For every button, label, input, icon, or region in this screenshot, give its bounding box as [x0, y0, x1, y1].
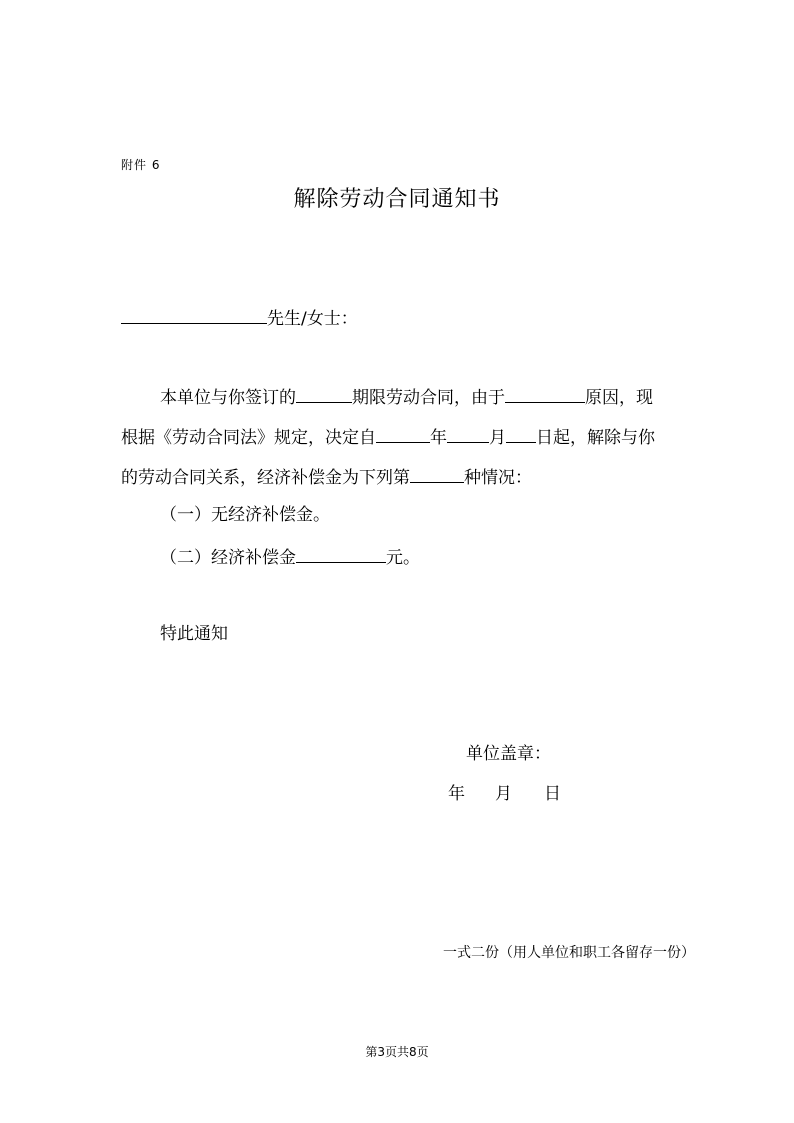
option-one: （一）无经济补偿金。 [160, 505, 330, 525]
option2-text-a: （二）经济补偿金 [160, 548, 296, 568]
company-seal-label: 单位盖章： [466, 744, 551, 764]
reason-blank [505, 385, 585, 403]
option-two [160, 545, 420, 568]
para1-text-a: 本单位与你签订的 [160, 388, 296, 408]
attachment-label: 附件 6 [121, 158, 161, 172]
document-title: 解除劳动合同通知书 [293, 187, 501, 212]
option2-text-b: 元。 [386, 548, 420, 568]
contract-term-blank [296, 385, 352, 403]
para2-text-c: 月 [489, 428, 506, 448]
salutation-suffix: 先生/女士： [267, 309, 358, 329]
para1-text-b: 期限劳动合同，由于 [352, 388, 505, 408]
closing-text: 特此通知 [160, 624, 228, 644]
date-year-label: 年 [448, 784, 465, 804]
month-blank [447, 425, 489, 443]
para2-text-d: 日起，解除与你 [536, 428, 655, 448]
para1-text-c: 原因，现 [585, 388, 653, 408]
para2-text-b: 年 [430, 428, 447, 448]
para3-text-b: 种情况： [464, 468, 532, 488]
year-blank [376, 425, 430, 443]
signature-date [448, 784, 561, 804]
paragraph-line-3 [121, 465, 532, 488]
paragraph-line-1 [160, 385, 653, 408]
day-blank [506, 425, 536, 443]
compensation-amount-blank [296, 545, 386, 563]
para3-text-a: 的劳动合同关系，经济补偿金为下列第 [121, 468, 410, 488]
copies-note: 一式二份（用人单位和职工各留存一份） [443, 945, 695, 961]
para2-text-a: 根据《劳动合同法》规定，决定自 [121, 428, 376, 448]
salutation-line [121, 306, 358, 329]
date-day-label: 日 [544, 784, 561, 804]
page-number: 第3页共8页 [365, 1045, 429, 1059]
case-number-blank [410, 465, 464, 483]
paragraph-line-2 [121, 425, 655, 448]
name-blank [121, 306, 267, 324]
date-month-label: 月 [495, 784, 512, 804]
